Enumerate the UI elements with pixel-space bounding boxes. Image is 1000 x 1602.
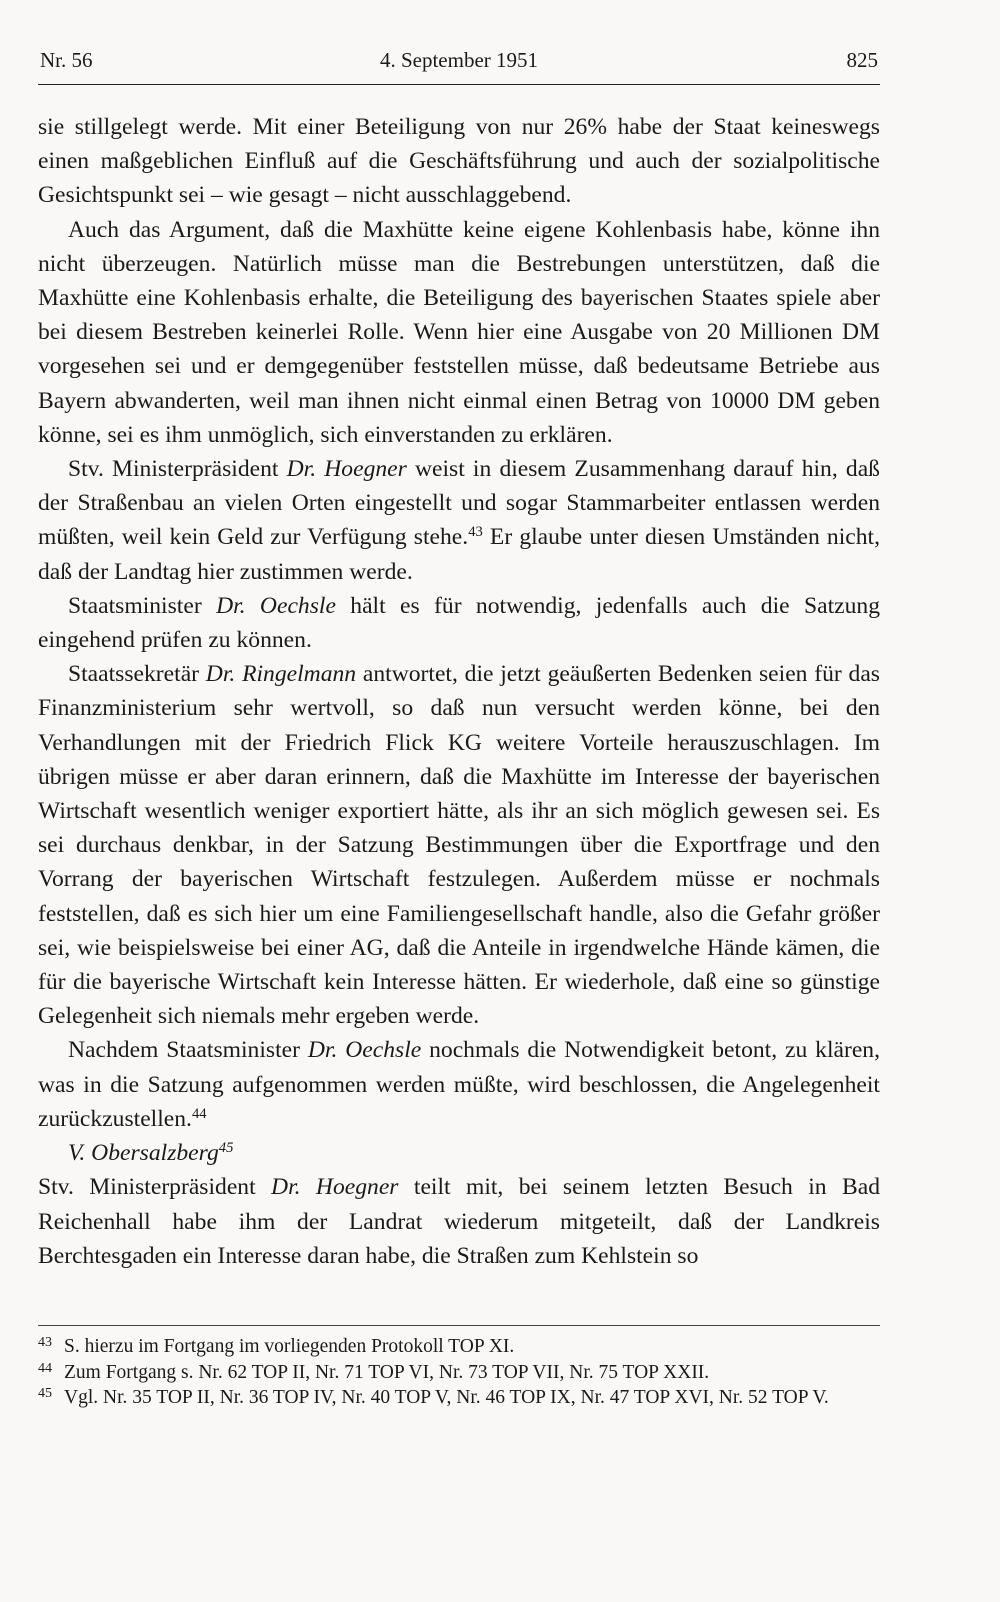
section-heading: V. Obersalzberg$^{45}$ — [68, 1140, 234, 1167]
document-number: Nr. 56 — [40, 48, 93, 72]
page-number: 825 — [846, 48, 878, 72]
footnotes — [38, 1325, 880, 1411]
footnote — [38, 1334, 880, 1360]
person-name: Dr. Oechsle — [307, 1037, 422, 1064]
person-name: Dr. Hoegner — [271, 1174, 399, 1201]
body-text — [38, 110, 880, 1273]
footnote-ref[interactable]: 44 — [191, 1105, 207, 1122]
footnote-ref[interactable]: 43 — [468, 524, 483, 541]
paragraph: Staatsminister Dr. Oechsle hält es für notwendig, jedenfalls auch die Satzung eingehend prüfen zu können. — [38, 592, 880, 654]
person-name: Dr. Ringelmann — [205, 661, 357, 688]
footnote-number: 43 — [38, 1335, 52, 1350]
paragraph: Staatssekretär Dr. Ringelmann antwortet, die jetzt geäußerten Bedenken seien für das Finanzministerium sehr wertvoll, so daß nun versucht werden könne, bei den Verhandlungen mit der Friedrich Flick KG weitere Vorteile herauszuschlagen. Im übrigen müsse er aber daran erinnern, daß die Maxhütte im Interesse der bayerischen Wirtschaft wesentlich weniger exportiert hätte, als ihr an sich möglich gewesen sei. Es sei durchaus denkbar, in der Satzung Bestimmungen über die Exportfrage und den Vorrang der bayerischen Wirtschaft festzulegen. Außerdem müsse er nochmals feststellen, daß es sich hier um eine Familiengesellschaft handle, also die Gefahr größer sei, wie beispielsweise bei einer AG, daß die Anteile in irgendwelche Hände kämen, die für die bayerische Wirtschaft kein Interesse hätten. Er wiederhole, daß eine so günstige Gelegenheit sich niemals mehr ergeben werde. — [38, 661, 880, 1030]
paragraph: Auch das Argument, daß die Maxhütte keine eigene Kohlenbasis habe, könne ihn nicht überzeugen. Natürlich müsse man die Bestrebungen unterstützen, daß die Maxhütte eine Kohlenbasis erhalte, die Beteiligung des bayerischen Staates spiele aber bei diesem Bestreben keinerlei Rolle. Wenn hier eine Ausgabe von 20 Millionen DM vorgesehen sei und er demgegenüber feststellen müsse, daß bedeutsame Betriebe aus Bayern abwanderten, weil man ihnen nicht einmal einen Betrag von 10000 DM geben könne, sei es ihm unmöglich, sich einverstanden zu erklären. — [38, 216, 880, 448]
footnote-ref[interactable]: 45 — [218, 1140, 234, 1157]
paragraph: sie stillgelegt werde. Mit einer Beteiligung von nur 26% habe der Staat keineswegs einen maßgeblichen Einfluß auf die Geschäftsführung und auch der sozialpolitische Gesichtspunkt sei – wie gesagt – nicht ausschlaggebend. — [38, 114, 880, 209]
person-name: Dr. Hoegner — [286, 456, 407, 483]
footnote — [38, 1385, 880, 1411]
header-date: 4. September 1951 — [379, 48, 539, 72]
footnote — [38, 1360, 880, 1386]
footnote-text: S. hierzu im Fortgang im vorliegenden Protokoll TOP XI. — [64, 1336, 515, 1357]
paragraph: Stv. Ministerpräsident Dr. Hoegner teilt mit, bei seinem letzten Besuch in Bad Reichenhall habe ihm der Landrat wiederum mitgeteilt, daß der Landkreis Berchtesgaden ein Interesse daran habe, die Straßen zum Kehlstein so — [38, 1174, 880, 1269]
person-name: Dr. Oechsle — [216, 592, 336, 619]
footnote-text: Zum Fortgang s. Nr. 62 TOP II, Nr. 71 TOP VI, Nr. 73 TOP VII, Nr. 75 TOP XXII. — [64, 1361, 710, 1383]
paragraph: Nachdem Staatsminister Dr. Oechsle nochmals die Notwendigkeit betont, zu klären, was in die Satzung aufgenommen werden müßte, wird beschlossen, die Angelegenheit zurückzustellen.$^{44}$ — [38, 1037, 880, 1132]
running-header — [38, 44, 880, 85]
footnote-number: 45 — [38, 1386, 52, 1401]
footnote-number: 44 — [38, 1360, 52, 1376]
footnote-text: Vgl. Nr. 35 TOP II, Nr. 36 TOP IV, Nr. 40 TOP V, Nr. 46 TOP IX, Nr. 47 TOP XVI, Nr. 52 TOP V. — [64, 1387, 829, 1408]
paragraph: Stv. Ministerpräsident Dr. Hoegner weist in diesem Zusammenhang darauf hin, daß der Straßenbau an vielen Orten eingestellt und sogar Stammarbeiter entlassen werden müßten, weil kein Geld zur Verfügung stehe.$^{43}$ Er glaube unter diesen Umständen nicht, daß der Landtag hier zustimmen werde. — [38, 456, 880, 585]
